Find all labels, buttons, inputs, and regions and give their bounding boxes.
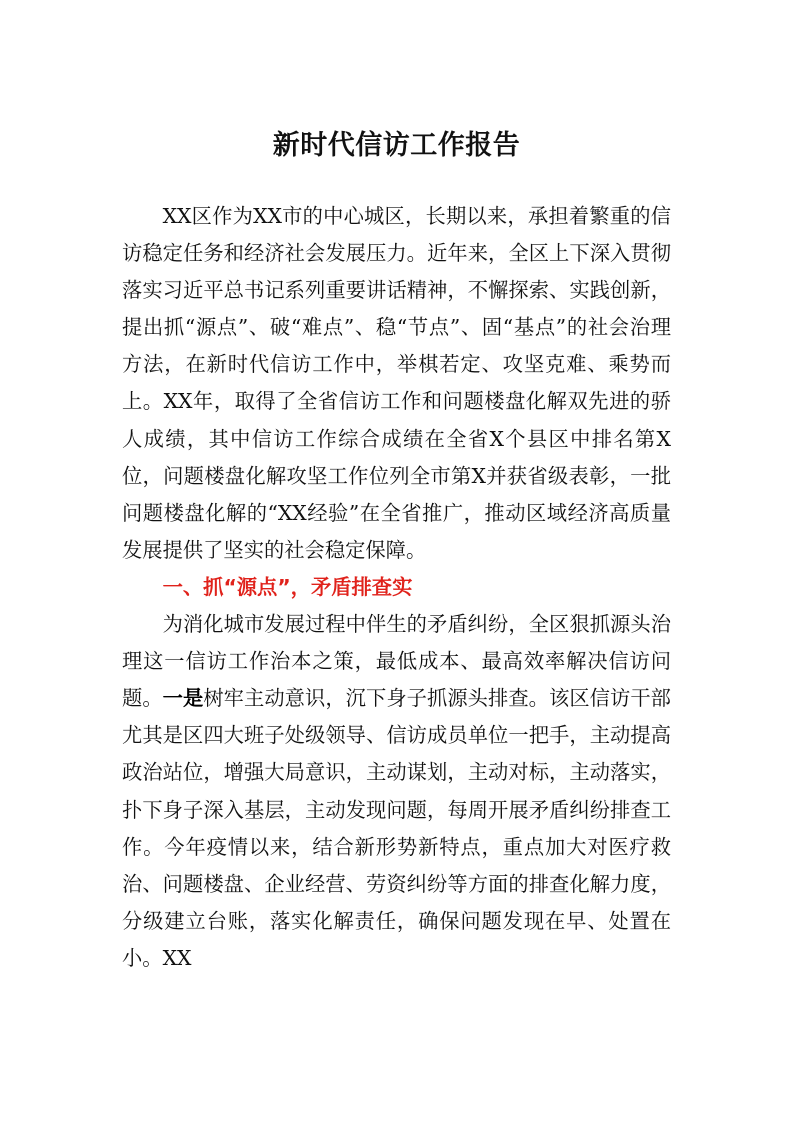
section1-paragraph-text: 为消化城市发展过程中伴生的矛盾纠纷，全区狠抓源头治理这一信访工作治本之策，最低成本、最高效率解决信访问题。 bbox=[122, 612, 671, 711]
section1-lead-label: 一是 bbox=[162, 686, 204, 711]
section1-paragraph bbox=[122, 606, 671, 977]
section1-paragraph-continued: 树牢主动意识，沉下身子抓源头排查。该区信访干部尤其是区四大班子处级领导、信访成员单位一把手，主动提高政治站位，增强大局意识，主动谋划，主动对标，主动落实，扑下身子深入基层，主动发现问题，每周开展矛盾纠纷排查工作。今年疫情以来，结合新形势新特点，重点加大对医疗救治、问题楼盘、企业经营、劳资纠纷等方面的排查化解力度，分级建立台账，落实化解责任，确保问题发现在早、处置在小。XX bbox=[122, 686, 671, 970]
document-body bbox=[122, 198, 671, 977]
section-heading-1: 一、抓“源点”，矛盾排查实 bbox=[162, 574, 413, 599]
document-title: 新时代信访工作报告 bbox=[272, 130, 521, 161]
intro-paragraph: XX区作为XX市的中心城区，长期以来，承担着繁重的信访稳定任务和经济社会发展压力。近年来，全区上下深入贯彻落实习近平总书记系列重要讲话精神，不懈探索、实践创新，提出抓“源点”、破“难点”、稳“节点”、固“基点”的社会治理方法，在新时代信访工作中，举棋若定、攻坚克难、乘势而上。XX年，取得了全省信访工作和问题楼盘化解双先进的骄人成绩，其中信访工作综合成绩在全省X个县区中排名第X位，问题楼盘化解攻坚工作位列全市第X并获省级表彰，一批问题楼盘化解的“XX经验”在全省推广，推动区域经济高质量发展提供了坚实的社会稳定保障。 bbox=[122, 204, 671, 562]
